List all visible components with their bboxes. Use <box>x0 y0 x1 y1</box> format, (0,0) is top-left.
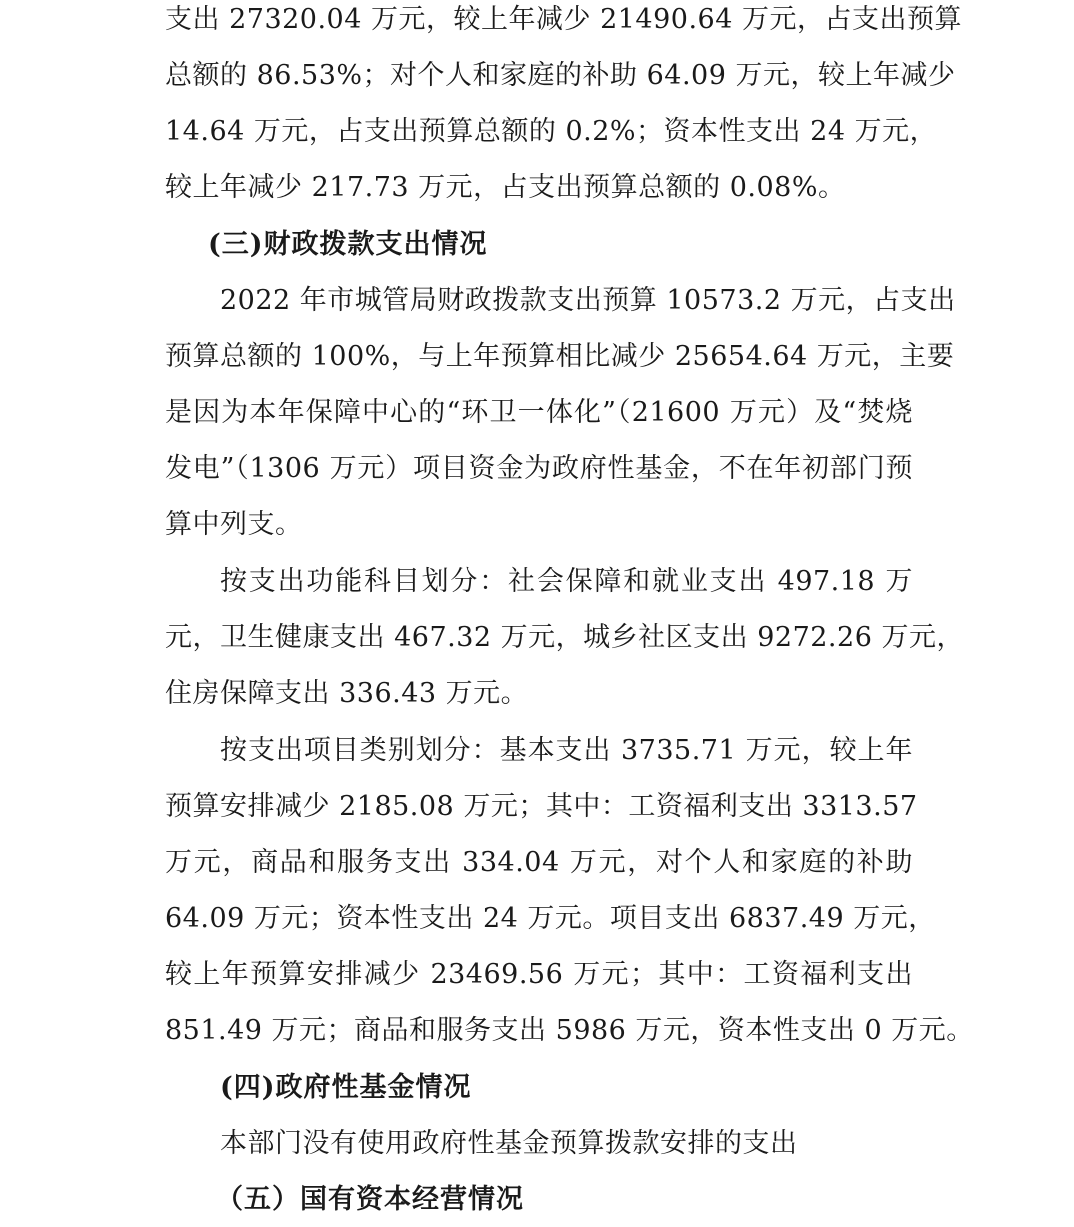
paragraph-line: 万元，商品和服务支出 334.04 万元，对个人和家庭的补助 <box>165 847 913 878</box>
paragraph-line: 851.49 万元；商品和服务支出 5986 万元，资本性支出 0 万元。 <box>165 1015 974 1046</box>
paragraph-line: 较上年减少 217.73 万元，占支出预算总额的 0.08%。 <box>165 172 846 203</box>
paragraph-line: 预算总额的 100%，与上年预算相比减少 25654.64 万元，主要 <box>165 341 955 372</box>
section-heading-5: （五）国有资本经营情况 <box>216 1184 524 1215</box>
paragraph-line: 总额的 86.53%；对个人和家庭的补助 64.09 万元，较上年减少 <box>165 60 956 91</box>
paragraph-line: 按支出项目类别划分：基本支出 3735.71 万元，较上年 <box>220 735 913 766</box>
paragraph-line: 14.64 万元，占支出预算总额的 0.2%；资本性支出 24 万元， <box>165 116 938 147</box>
section-heading-4: (四)政府性基金情况 <box>220 1072 472 1103</box>
paragraph-line: 2022 年市城管局财政拨款支出预算 10573.2 万元，占支出 <box>220 285 956 316</box>
paragraph-line: 按支出功能科目划分：社会保障和就业支出 497.18 万 <box>220 566 913 597</box>
paragraph-line: 元，卫生健康支出 467.32 万元，城乡社区支出 9272.26 万元， <box>165 622 964 653</box>
paragraph-line: 算中列支。 <box>165 509 303 540</box>
paragraph-line: 支出 27320.04 万元，较上年减少 21490.64 万元，占支出预算 <box>165 4 962 35</box>
paragraph-line: 发电”（1306 万元）项目资金为政府性基金，不在年初部门预 <box>165 453 913 484</box>
paragraph-line: 预算安排减少 2185.08 万元；其中：工资福利支出 3313.57 <box>165 791 918 822</box>
paragraph-line: 较上年预算安排减少 23469.56 万元；其中：工资福利支出 <box>165 959 913 990</box>
paragraph-line: 64.09 万元；资本性支出 24 万元。项目支出 6837.49 万元， <box>165 903 936 934</box>
paragraph-line: 是因为本年保障中心的“环卫一体化”（21600 万元）及“焚烧 <box>165 397 913 428</box>
paragraph-line: 本部门没有使用政府性基金预算拨款安排的支出 <box>220 1128 798 1159</box>
paragraph-line: 住房保障支出 336.43 万元。 <box>165 678 529 709</box>
section-heading-3: (三)财政拨款支出情况 <box>208 229 488 260</box>
